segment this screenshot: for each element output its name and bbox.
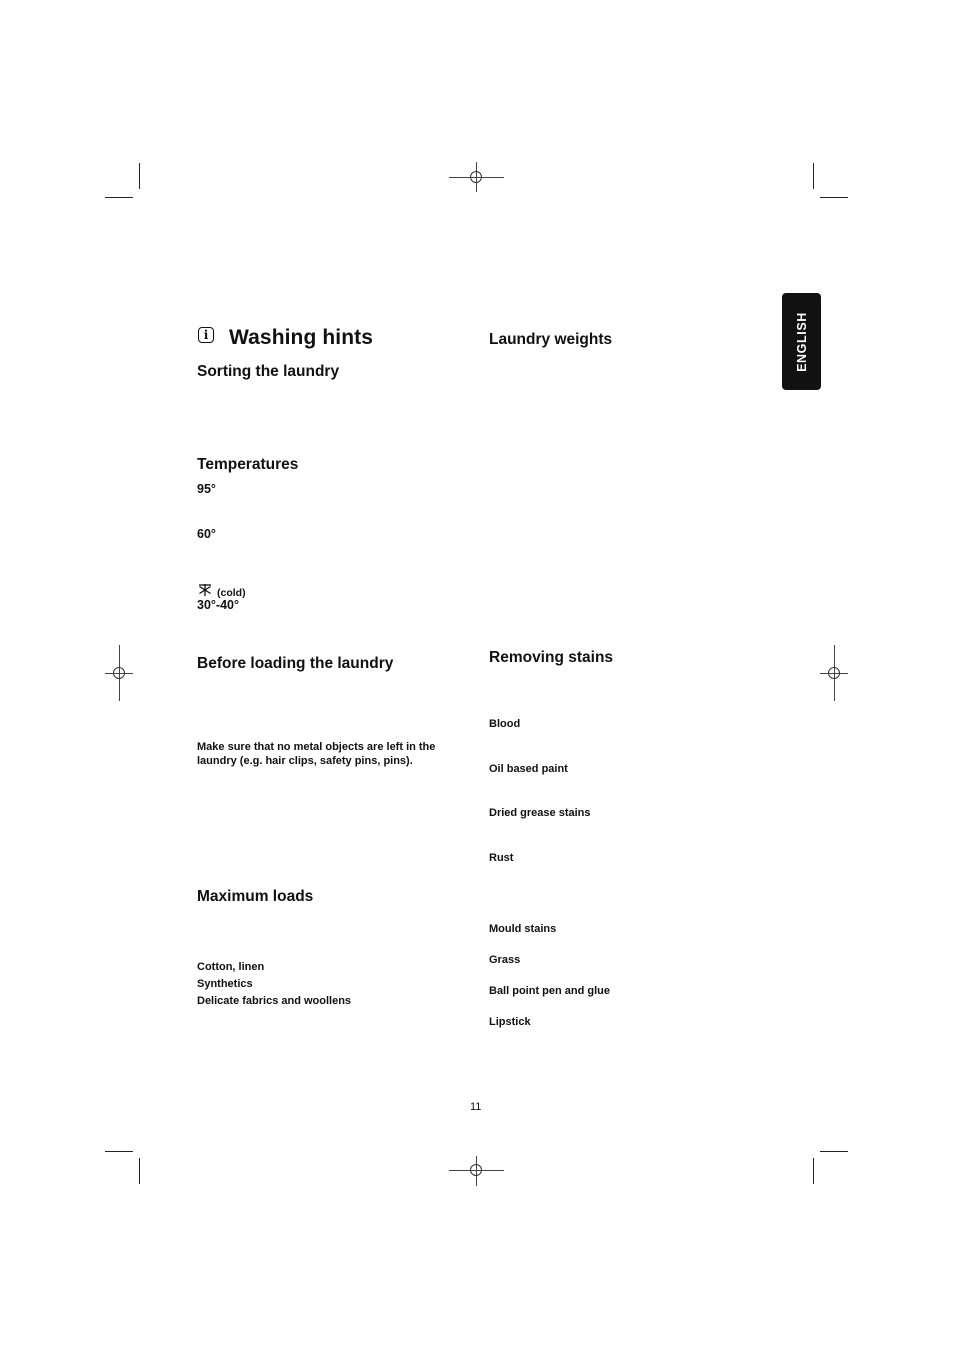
info-icon: i [198,327,214,343]
language-tab-label: ENGLISH [794,311,809,372]
max-loads-heading: Maximum loads [197,888,314,905]
stain-item: Blood [489,718,521,730]
page-number: 11 [470,1101,482,1113]
laundry-weights-heading: Laundry weights [489,331,613,348]
page-title: Washing hints [229,326,374,349]
crop-mark [813,1158,814,1184]
stain-item: Oil based paint [489,763,568,775]
stain-item: Ball point pen and glue [489,985,610,997]
stain-item: Mould stains [489,923,557,935]
temp-cold-label: (cold) [217,587,246,599]
language-tab [782,293,821,390]
stain-item: Lipstick [489,1016,531,1028]
crop-mark [139,163,140,189]
crop-mark [820,1151,848,1152]
stain-item: Rust [489,852,514,864]
cold-snowflake-icon [198,583,212,597]
max-load-item: Synthetics [197,978,253,990]
crop-mark [813,163,814,189]
before-loading-heading: Before loading the laundry [197,655,394,672]
temp-30-40: 30°-40° [197,598,239,612]
crop-mark [105,1151,133,1152]
before-loading-text-line1: Make sure that no metal objects are left in the [197,741,436,753]
before-loading-text-line2: laundry (e.g. hair clips, safety pins, pins). [197,755,413,767]
crop-mark [105,197,133,198]
max-load-item: Delicate fabrics and woollens [197,995,352,1007]
stain-item: Grass [489,954,521,966]
crop-mark [139,1158,140,1184]
sorting-heading: Sorting the laundry [197,363,340,380]
max-load-item: Cotton, linen [197,961,265,973]
temperatures-heading: Temperatures [197,456,299,473]
temp-60: 60° [197,527,216,541]
stain-item: Dried grease stains [489,807,591,819]
removing-stains-heading: Removing stains [489,649,614,666]
temp-95: 95° [197,482,216,496]
crop-mark [820,197,848,198]
